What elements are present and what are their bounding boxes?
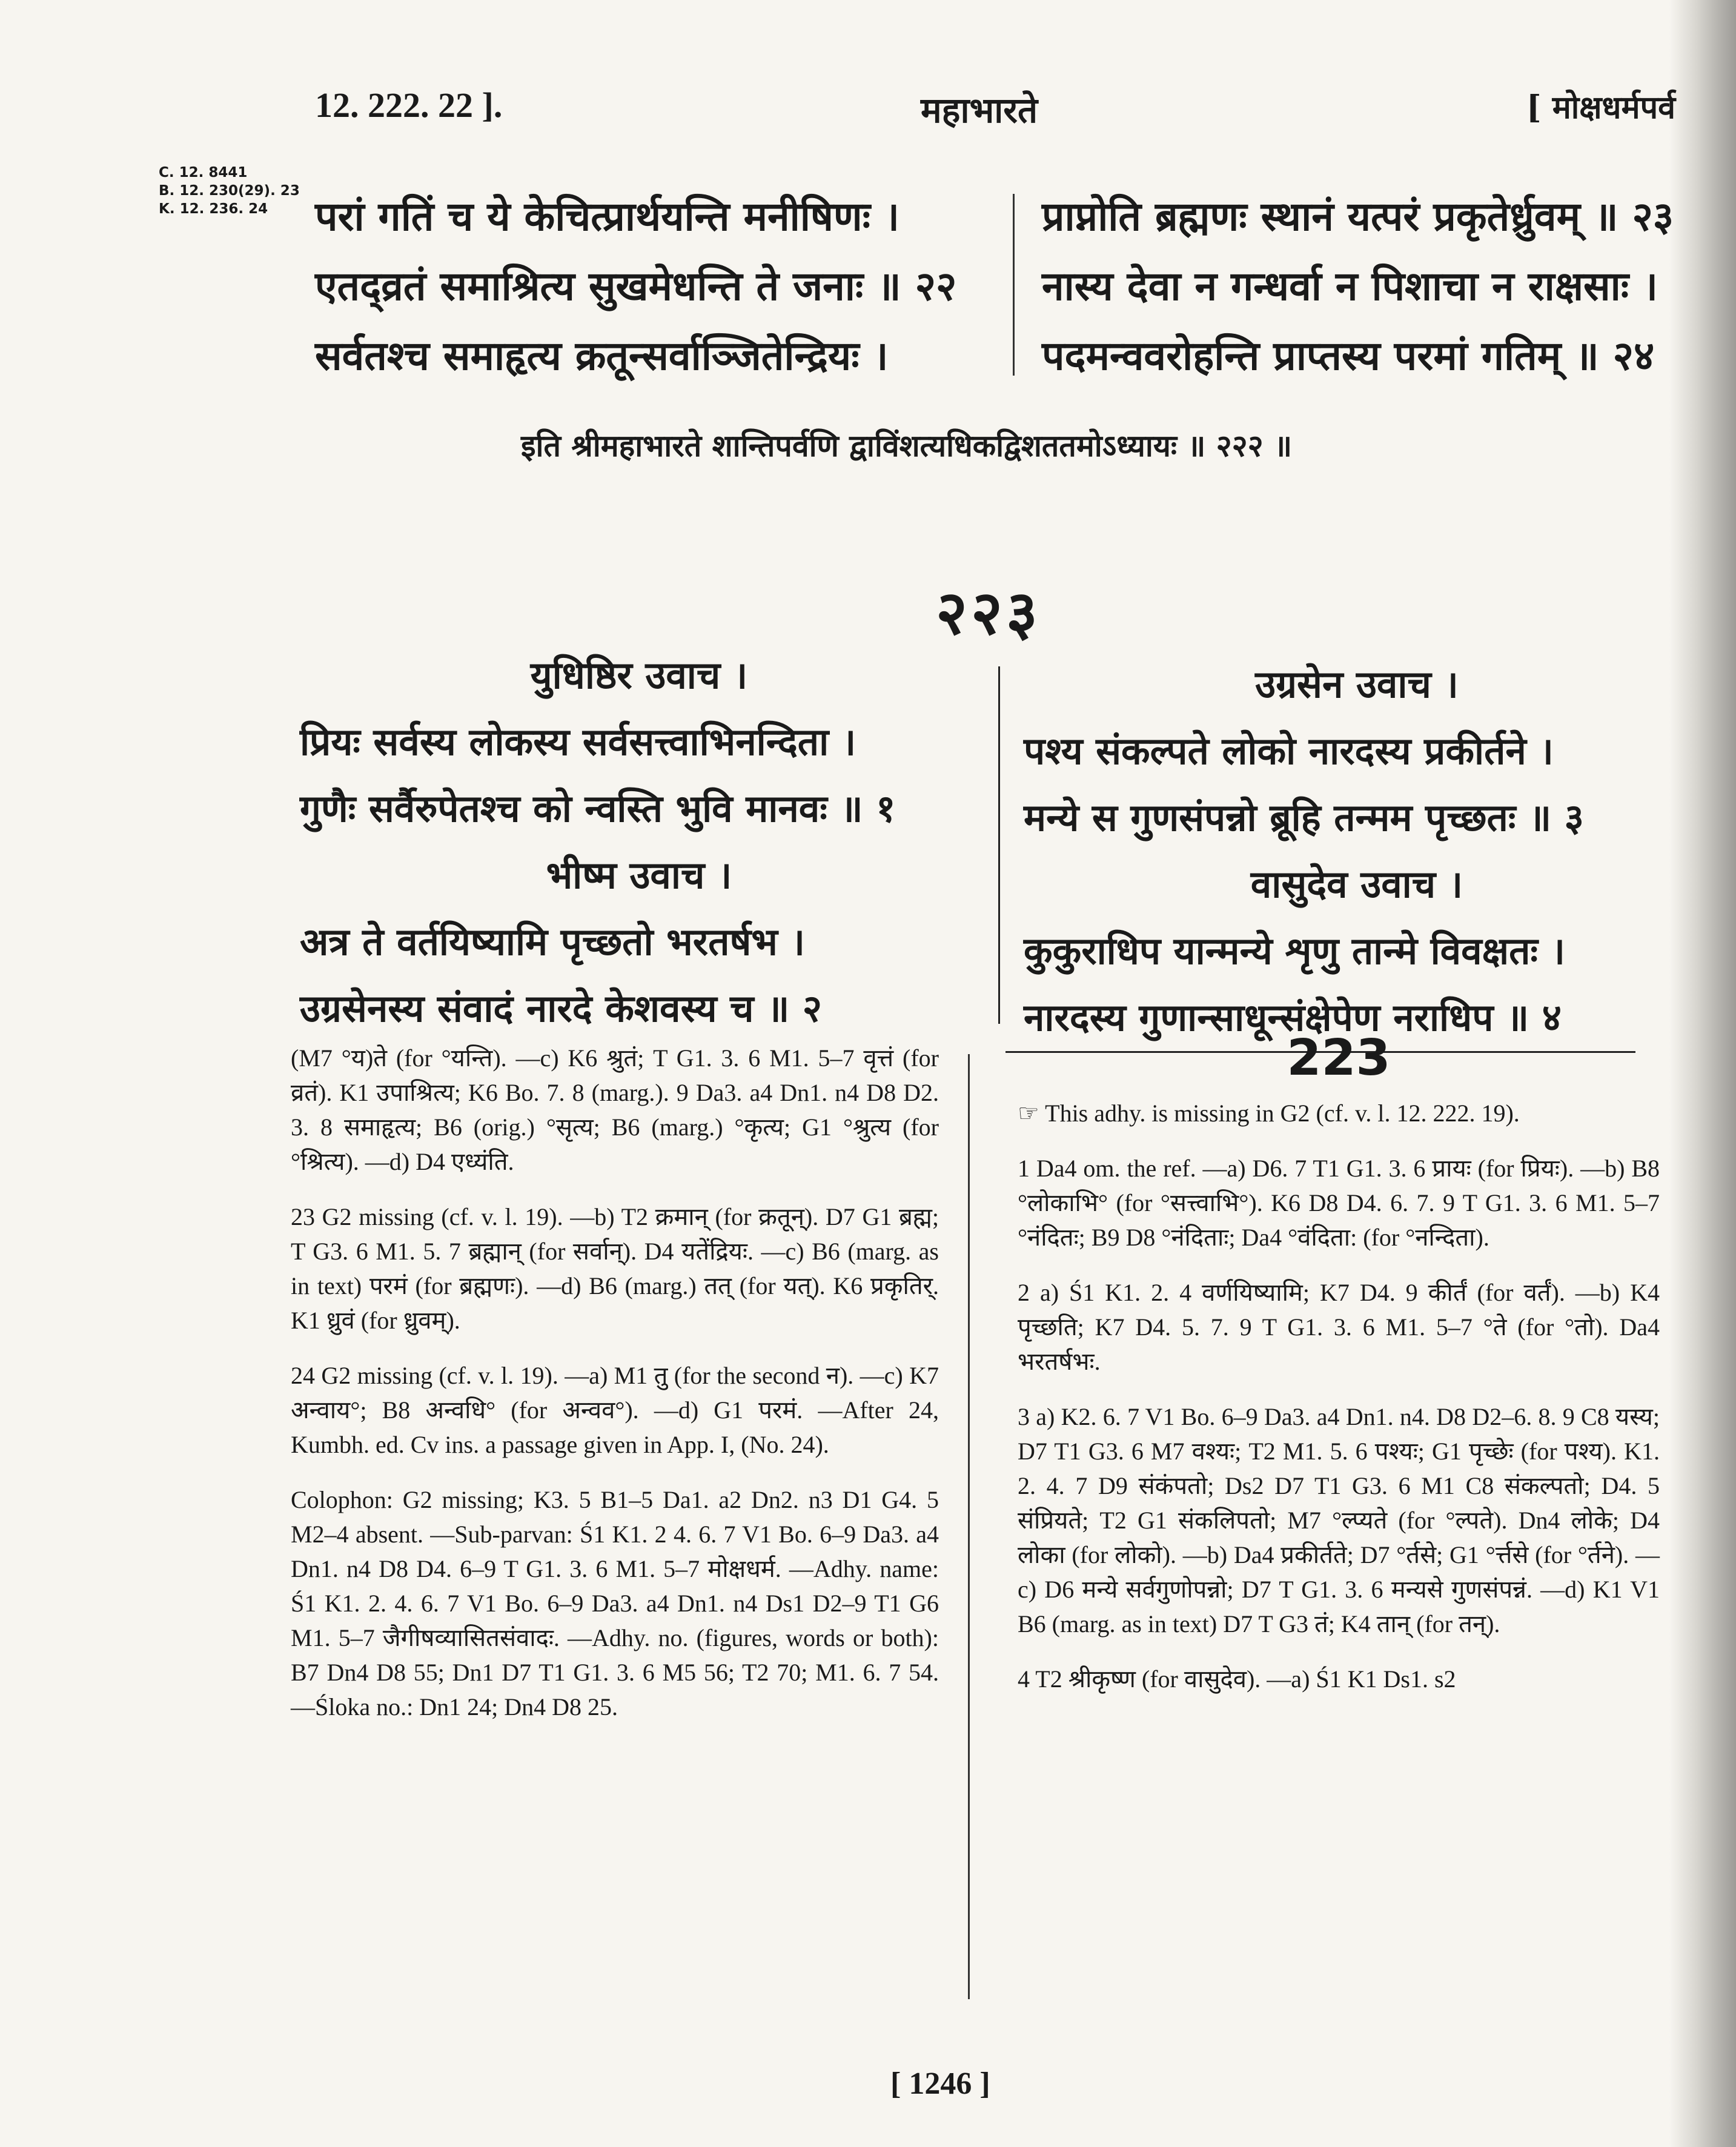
- verse-line: उग्रसेनस्य संवादं नारदे केशवस्य च ॥ २: [300, 986, 823, 1030]
- speaker-heading: युधिष्ठिर उवाच ।: [530, 653, 748, 697]
- concordance-b: B. 12. 230(29). 23: [159, 183, 300, 199]
- speaker-heading: भीष्म उवाच ।: [546, 853, 732, 897]
- adhyaya-number: २२३: [936, 577, 1041, 648]
- apparatus-note: Colophon: G2 missing; K3. 5 B1–5 Da1. a2 Dn2. n3 D1 G4. 5 M2–4 absent. —Sub-parvan: Ś1 K1. 2 4. 6. 7 V1 Bo. 6–9 Da3. a4 Dn1. n4 D8 D4. 6–9 T G1. 3. 6 M1. 5–7 मोक्षधर्म. —Adhy. name: Ś1 K1. 2. 4. 6. 7 V1 Bo. 6–9 Da3. a4 Dn1. n4 Ds1 D2–9 T1 G6 M1. 5–7 जैगीषव्यासितसंवादः. —Adhy. no. (figures, words or both): B7 Dn4 D8 55; Dn1 D7 T1 G1. 3. 6 M5 56; T2 70; M1. 6. 7 54. —Śloka no.: Dn1 24; Dn4 D8 25.: [291, 1486, 939, 1721]
- column-divider: [1013, 194, 1015, 376]
- verse-line: मन्ये स गुणसंपन्नो ब्रूहि तन्मम पृच्छतः ॥ ३: [1024, 795, 1584, 840]
- speaker-heading: उग्रसेन उवाच ।: [1255, 662, 1459, 706]
- verse-line: अत्र ते वर्तयिष्यामि पृच्छतो भरतर्षभ ।: [300, 920, 805, 964]
- verse-line: परां गतिं च ये केचित्प्रार्थयन्ति मनीषिणः ।: [315, 193, 899, 240]
- prev-verses-left: [315, 182, 999, 391]
- running-title: महाभारते: [921, 90, 1038, 131]
- concordance-k: K. 12. 236. 24: [159, 201, 268, 217]
- chapter-verses-left: [300, 642, 978, 1042]
- prev-verses-right: [1042, 182, 1678, 391]
- adhyaya-number-arabic: 223: [1287, 1029, 1391, 1087]
- verse-line: एतद्व्रतं समाश्रित्य सुखमेधन्ति ते जनाः ॥ २२: [315, 262, 957, 310]
- concordance-c: C. 12. 8441: [159, 165, 248, 181]
- running-parva: [ मोक्षधर्मपर्व: [1526, 89, 1676, 126]
- chapter-colophon: इति श्रीमहाभारते शान्तिपर्वणि द्वाविंशत्यधिकद्विशततमोऽध्यायः ॥ २२२ ॥: [521, 428, 1293, 463]
- apparatus-note: ☞ This adhy. is missing in G2 (cf. v. l. 12. 222. 19).: [1018, 1100, 1520, 1127]
- speaker-heading: वासुदेव उवाच ।: [1250, 862, 1463, 906]
- verse-line: गुणैः सर्वैरुपेतश्च को न्वस्ति भुवि मानवः ॥ १: [300, 786, 896, 831]
- apparatus-note: 24 G2 missing (cf. v. l. 19). —a) M1 तु (for the second न). —c) K7 अन्वाय°; B8 अन्वधि° (for अन्वव°). —d) G1 परमं. —After 24, Kumbh. ed. Cv ins. a passage given in App. I, (No. 24).: [291, 1362, 939, 1458]
- apparatus-note: 23 G2 missing (cf. v. l. 19). —b) T2 क्रमान् (for क्रतून्). D7 G1 ब्रह्म; T G3. 6 M1. 5. 7 ब्रह्मान् (for सर्वान्). D4 यतेंद्रियः. —c) B6 (marg. as in text) परमं (for ब्रह्मणः). —d) B6 (marg.) तत् (for यत्). K6 प्रकृतिर्. K1 ध्रुवं (for ध्रुवम्).: [291, 1203, 939, 1334]
- verse-line: नारदस्य गुणान्साधून्संक्षेपेण नराधिप ॥ ४: [1024, 995, 1562, 1040]
- apparatus-right: [1018, 1029, 1660, 1717]
- verse-line: पश्य संकल्पते लोको नारदस्य प्रकीर्तने ।: [1024, 729, 1554, 773]
- apparatus-note: 2 a) Ś1 K1. 2. 4 वर्णयिष्यामि; K7 D4. 9 कीर्तं (for वर्तं). —b) K4 पृच्छति; K7 D4. 5. 7. 9 T G1. 3. 6 M1. 5–7 °ते (for °तो). Da4 भरतर्षभः.: [1018, 1279, 1660, 1375]
- running-verse-ref: 12. 222. 22 ].: [315, 85, 503, 125]
- apparatus-note: 1 Da4 om. the ref. —a) D6. 7 T1 G1. 3. 6 प्रायः (for प्रियः). —b) B8 °लोकाभि° (for °सत्त्वाभि°). K6 D8 D4. 6. 7. 9 T G1. 3. 6 M1. 5–7 °नंदितः; B9 D8 °नंदिताः; Da4 °वंदिता: (for °नन्दिता).: [1018, 1155, 1660, 1251]
- chapter-verses-right: [1024, 651, 1690, 1051]
- apparatus-note: 4 T2 श्रीकृष्ण (for वासुदेव). —a) Ś1 K1 Ds1. s2: [1018, 1665, 1456, 1693]
- apparatus-note: (M7 °य)ते (for °यन्ति). —c) K6 श्रुतं; T G1. 3. 6 M1. 5–7 वृत्तं (for व्रतं). K1 उपाश्रित्य; K6 Bo. 7. 8 (marg.). 9 Da3. a4 Dn1. n4 D8 D2. 3. 8 समाहृत्य; B6 (orig.) °सृत्य; B6 (marg.) °कृत्य; G1 °श्रुत्य (for °श्रित्य). —d) D4 एध्यंति.: [291, 1044, 939, 1175]
- apparatus-note: 3 a) K2. 6. 7 V1 Bo. 6–9 Da3. a4 Dn1. n4. D8 D2–6. 8. 9 C8 यस्य; D7 T1 G3. 6 M7 वश्यः; T2 M1. 5. 6 पश्यः; G1 पृच्छेः (for पश्य). K1. 2. 4. 7 D9 संकंपतो; Ds2 D7 T1 G3. 6 M1 C8 संकल्पतो; D4. 5 संप्रियते; T2 G1 संकलिपतो; M7 °ल्प्यते (for °ल्पते). Dn4 लोके; D4 लोका (for लोको). —b) Da4 प्रकीर्तते; D7 °र्तसे; G1 °र्त्तसे (for °र्तने). —c) D6 मन्ये सर्वगुणोपन्नो; D7 T G1. 3. 6 मन्यसे गुणसंपन्नं. —d) K1 V1 B6 (marg. as in text) D7 T G3 तं; K4 तान् (for तन्).: [1018, 1403, 1660, 1638]
- page-edge-shadow: [1669, 0, 1736, 2147]
- apparatus-divider: [968, 1054, 970, 1999]
- verse-line: पदमन्ववरोहन्ति प्राप्तस्य परमां गतिम् ॥ २४: [1042, 332, 1655, 379]
- verse-line: कुकुराधिप यान्मन्ये शृणु तान्मे विवक्षतः ।: [1024, 929, 1566, 973]
- column-divider: [998, 666, 1000, 1024]
- verse-line: सर्वतश्च समाहृत्य क्रतून्सर्वाञ्जितेन्द्रियः ।: [315, 332, 889, 379]
- verse-line: नास्य देवा न गन्धर्वा न पिशाचा न राक्षसाः ।: [1042, 262, 1658, 310]
- concordance-refs: [159, 164, 300, 218]
- verse-line: प्रियः सर्वस्य लोकस्य सर्वसत्त्वाभिनन्दिता ।: [300, 720, 856, 764]
- apparatus-left: [291, 1041, 939, 1745]
- verse-line: प्राप्नोति ब्रह्मणः स्थानं यत्परं प्रकृतेर्ध्रुवम् ॥ २३: [1042, 193, 1674, 240]
- page-number: [ 1246 ]: [890, 2066, 990, 2101]
